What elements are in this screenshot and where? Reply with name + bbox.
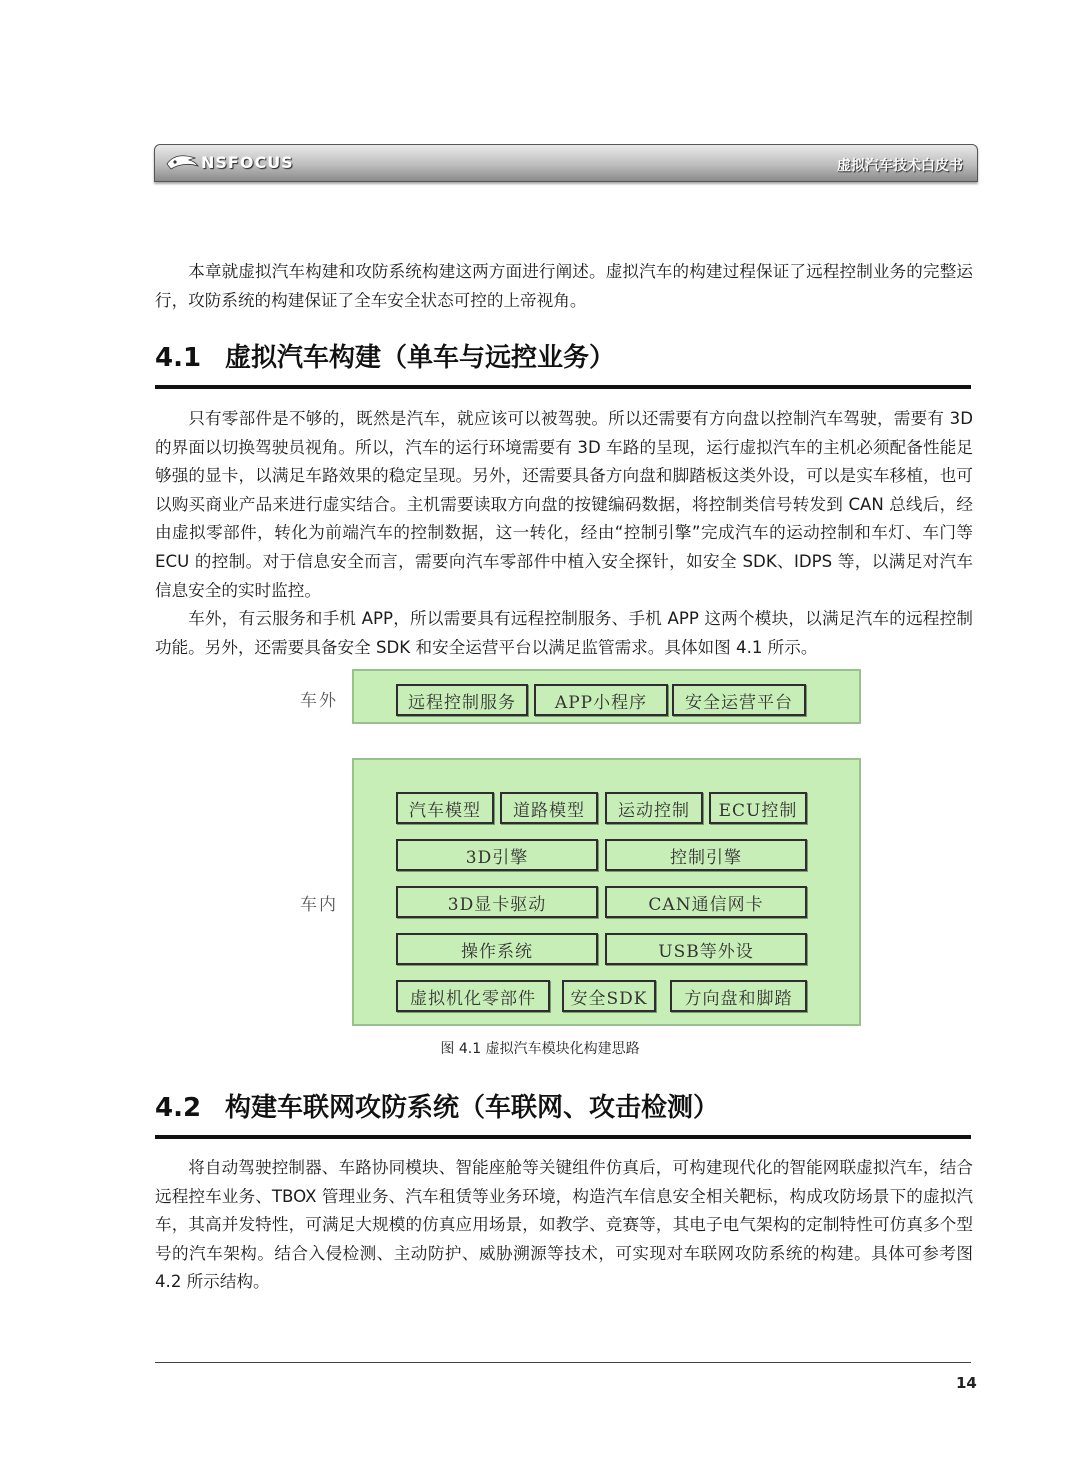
- section-4-1-heading: [155, 337, 615, 374]
- diagram-box: ECU控制: [709, 792, 807, 824]
- logo-text: NSFOCUS: [201, 152, 294, 172]
- diagram-box: 运动控制: [605, 792, 703, 824]
- logo-icon: [165, 152, 199, 172]
- diagram-box: 虚拟机化零部件: [396, 980, 550, 1012]
- section-title: 构建车联网攻防系统（车联网、攻击检测）: [225, 1093, 720, 1123]
- figure-caption: 图 4.1 虚拟汽车模块化构建思路: [440, 1041, 640, 1057]
- document-title: 虚拟汽车技术白皮书: [837, 158, 963, 174]
- footer-rule: [155, 1362, 971, 1363]
- diagram-box: APP小程序: [534, 684, 668, 716]
- inside-label: 车内: [300, 895, 338, 915]
- diagram-box: 控制引擎: [605, 839, 807, 871]
- section-title: 虚拟汽车构建（单车与远控业务）: [225, 343, 616, 373]
- diagram-box: 远程控制服务: [396, 684, 528, 716]
- diagram-box: 汽车模型: [396, 792, 494, 824]
- diagram-box: USB等外设: [605, 933, 807, 965]
- section-4-2-paragraph: 将自动驾驶控制器、车路协同模块、智能座舱等关键组件仿真后，可构建现代化的智能网联虚拟汽车，结合远程控车业务、TBOX 管理业务、汽车租赁等业务环境，构造汽车信息安全相关靶标，构成攻防场景下的虚拟汽车，其高并发特性，可满足大规模的仿真应用场景，如教学、竞赛等，其电子电气架构的定制特性可仿真多个型号的汽车架构。结合入侵检测、主动防护、威胁溯源等技术，可实现对车联网攻防系统的构建。具体可参考图 4.2 所示结构。: [155, 1158, 973, 1292]
- diagram-box: 安全SDK: [562, 980, 656, 1012]
- nsfocus-logo: [165, 150, 294, 174]
- section-number: 4.1: [155, 343, 202, 373]
- intro-paragraph: 本章就虚拟汽车构建和攻防系统构建这两方面进行阐述。虚拟汽车的构建过程保证了远程控制业务的完整运行，攻防系统的构建保证了全车安全状态可控的上帝视角。: [155, 262, 973, 310]
- outside-label: 车外: [300, 691, 338, 711]
- inside-panel: [352, 758, 861, 1026]
- outside-panel: [352, 669, 861, 724]
- page-number: 14: [956, 1374, 977, 1392]
- section-4-1-paragraph-1: 只有零部件是不够的，既然是汽车，就应该可以被驾驶。所以还需要有方向盘以控制汽车驾驶，需要有 3D 的界面以切换驾驶员视角。所以，汽车的运行环境需要有 3D 车路的呈现，运行虚拟汽车的主机必须配备性能足够强的显卡，以满足车路效果的稳定呈现。另外，还需要具备方向盘和脚踏板这类外设，可以是实车移植，也可以购买商业产品来进行虚实结合。主机需要读取方向盘的按键编码数据，将控制类信号转发到 CAN 总线后，经由虚拟零部件，转化为前端汽车的控制数据，这一转化，经由“控制引擎”完成汽车的运动控制和车灯、车门等 ECU 的控制。对于信息安全而言，需要向汽车零部件中植入安全探针，如安全 SDK、IDPS 等，以满足对汽车信息安全的实时监控。: [155, 409, 973, 600]
- diagram-box: 安全运营平台: [672, 684, 806, 716]
- heading-rule: [155, 1135, 971, 1139]
- heading-rule: [155, 385, 971, 389]
- section-number: 4.2: [155, 1093, 202, 1123]
- diagram-box: 道路模型: [500, 792, 598, 824]
- diagram-box: 3D显卡驱动: [396, 886, 598, 918]
- diagram-box: 方向盘和脚踏: [670, 980, 807, 1012]
- diagram-box: CAN通信网卡: [605, 886, 807, 918]
- diagram-box: 操作系统: [396, 933, 598, 965]
- page-header: [154, 144, 978, 182]
- section-4-2-heading: [155, 1087, 719, 1124]
- diagram-box: 3D引擎: [396, 839, 598, 871]
- section-4-1-paragraph-2: 车外，有云服务和手机 APP，所以需要具有远程控制服务、手机 APP 这两个模块，以满足汽车的远程控制功能。另外，还需要具备安全 SDK 和安全运营平台以满足监管需求。具体如图 4.1 所示。: [155, 609, 973, 657]
